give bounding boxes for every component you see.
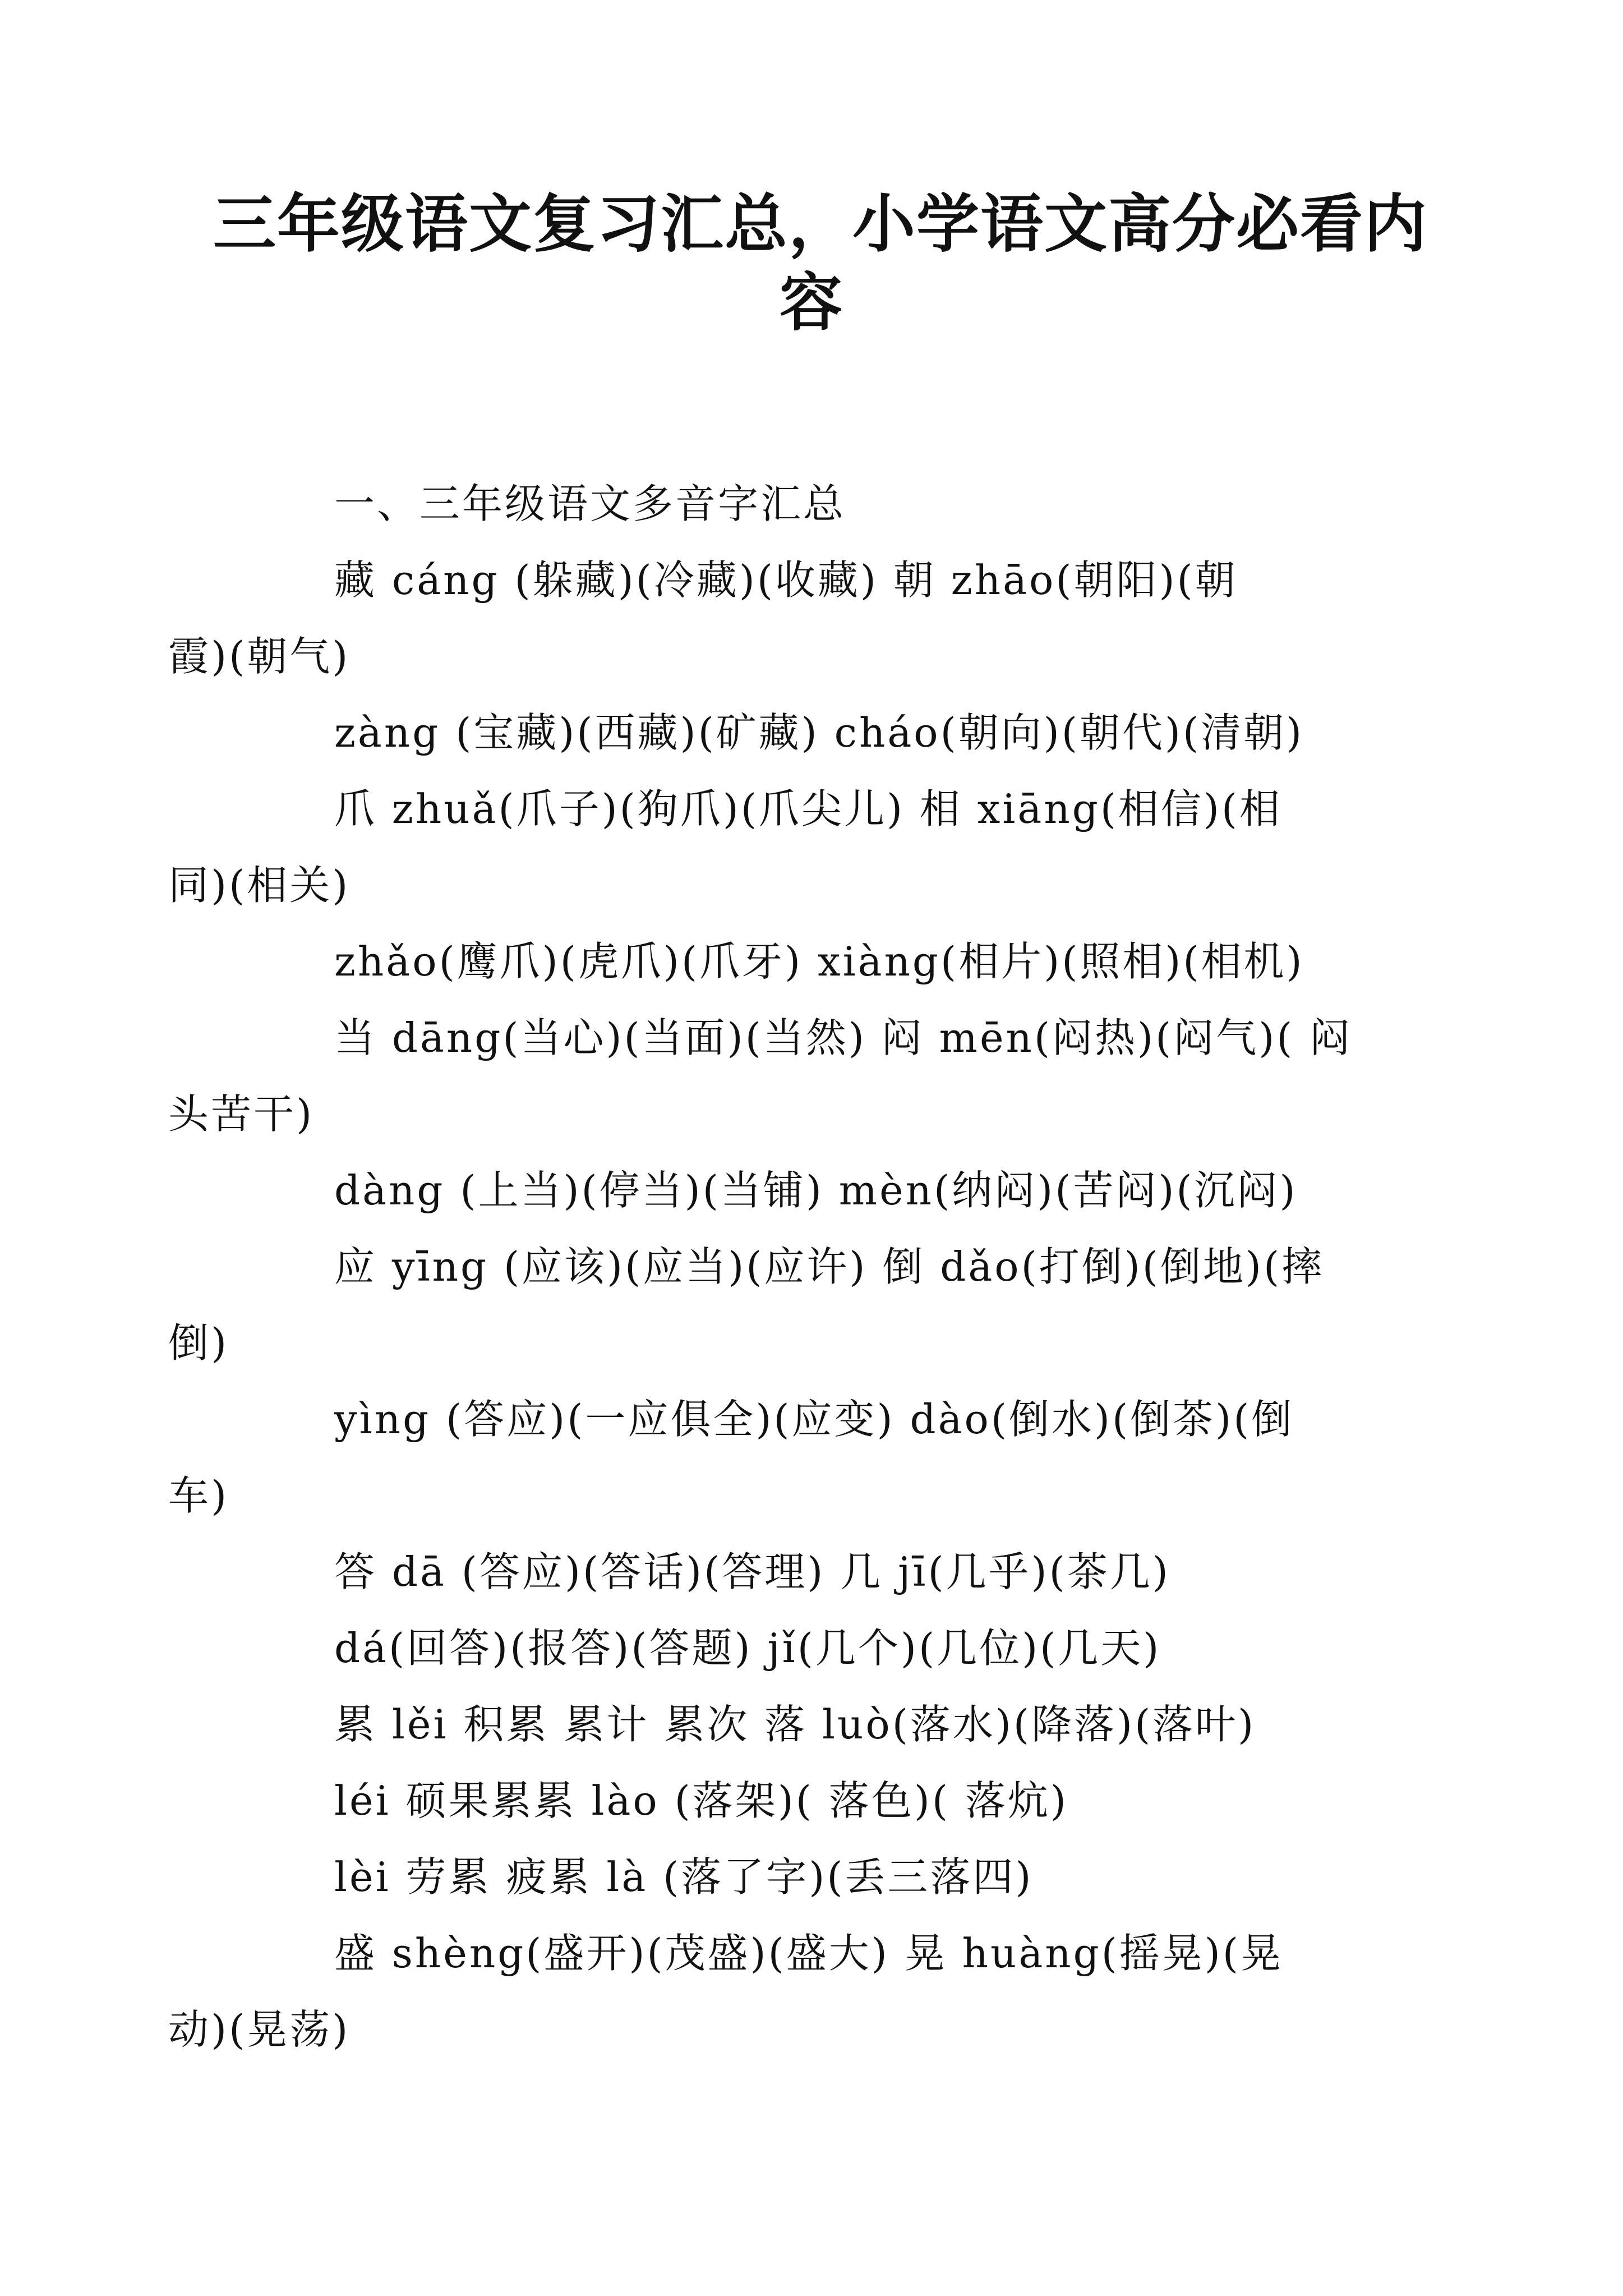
body-paragraph [251, 1686, 1410, 1763]
body-paragraph [168, 771, 1410, 923]
body-paragraph [251, 1534, 1410, 1610]
paragraph-line: 盛 shèng(盛开)(茂盛)(盛大) 晃 huàng(摇晃)(晃 [334, 1930, 1283, 1977]
paragraph-line: 爪 zhuǎ(爪子)(狗爪)(爪尖儿) 相 xiāng(相信)(相 [334, 785, 1283, 832]
title-line-2: 容 [780, 266, 843, 339]
paragraph-line: 应 yīng (应该)(应当)(应许) 倒 dǎo(打倒)(倒地)(摔 [334, 1243, 1325, 1290]
body-paragraph [251, 466, 1410, 542]
body-paragraph [251, 1763, 1410, 1839]
paragraph-line: 一、三年级语文多音字汇总 [334, 480, 846, 527]
paragraph-line-continued: 头苦干) [168, 1091, 315, 1138]
body-paragraph [168, 542, 1410, 694]
paragraph-line: 累 lěi 积累 累计 累次 落 luò(落水)(降落)(落叶) [334, 1701, 1256, 1748]
paragraph-line: 答 dā (答应)(答话)(答理) 几 jī(几乎)(茶几) [334, 1548, 1170, 1595]
body-paragraph [251, 923, 1410, 1000]
paragraph-line: zhǎo(鹰爪)(虎爪)(爪牙) xiàng(相片)(照相)(相机) [334, 938, 1304, 985]
title-line-1: 三年级语文复习汇总，小学语文高分必看内 [213, 187, 1428, 261]
body-paragraph [251, 1610, 1410, 1686]
document-title [213, 185, 1428, 342]
document-body [168, 466, 1410, 2068]
paragraph-line-continued: 车) [168, 1472, 229, 1519]
paragraph-line: dá(回答)(报答)(答题) jǐ(几个)(几位)(几天) [334, 1625, 1161, 1672]
body-paragraph [168, 1000, 1410, 1152]
paragraph-line: léi 硕果累累 lào (落架)( 落色)( 落炕) [334, 1777, 1068, 1824]
paragraph-line-continued: 倒) [168, 1319, 229, 1366]
paragraph-line-continued: 同)(相关) [168, 862, 351, 909]
paragraph-line-continued: 动)(晃荡) [168, 2006, 351, 2053]
paragraph-line: 藏 cáng (躲藏)(冷藏)(收藏) 朝 zhāo(朝阳)(朝 [334, 556, 1238, 604]
paragraph-line-continued: 霞)(朝气) [168, 633, 351, 680]
paragraph-line: 当 dāng(当心)(当面)(当然) 闷 mēn(闷热)(闷气)( 闷 [334, 1014, 1353, 1061]
paragraph-line: zàng (宝藏)(西藏)(矿藏) cháo(朝向)(朝代)(清朝) [334, 709, 1304, 756]
body-paragraph [168, 1381, 1410, 1534]
body-paragraph [168, 1228, 1410, 1381]
paragraph-line: yìng (答应)(一应俱全)(应变) dào(倒水)(倒茶)(倒 [334, 1396, 1294, 1443]
paragraph-line: dàng (上当)(停当)(当铺) mèn(纳闷)(苦闷)(沉闷) [334, 1167, 1298, 1214]
body-paragraph [168, 1915, 1410, 2068]
body-paragraph [251, 1839, 1410, 1915]
paragraph-line: lèi 劳累 疲累 là (落了字)(丢三落四) [334, 1853, 1034, 1901]
body-paragraph [251, 1152, 1410, 1228]
body-paragraph [251, 694, 1410, 771]
